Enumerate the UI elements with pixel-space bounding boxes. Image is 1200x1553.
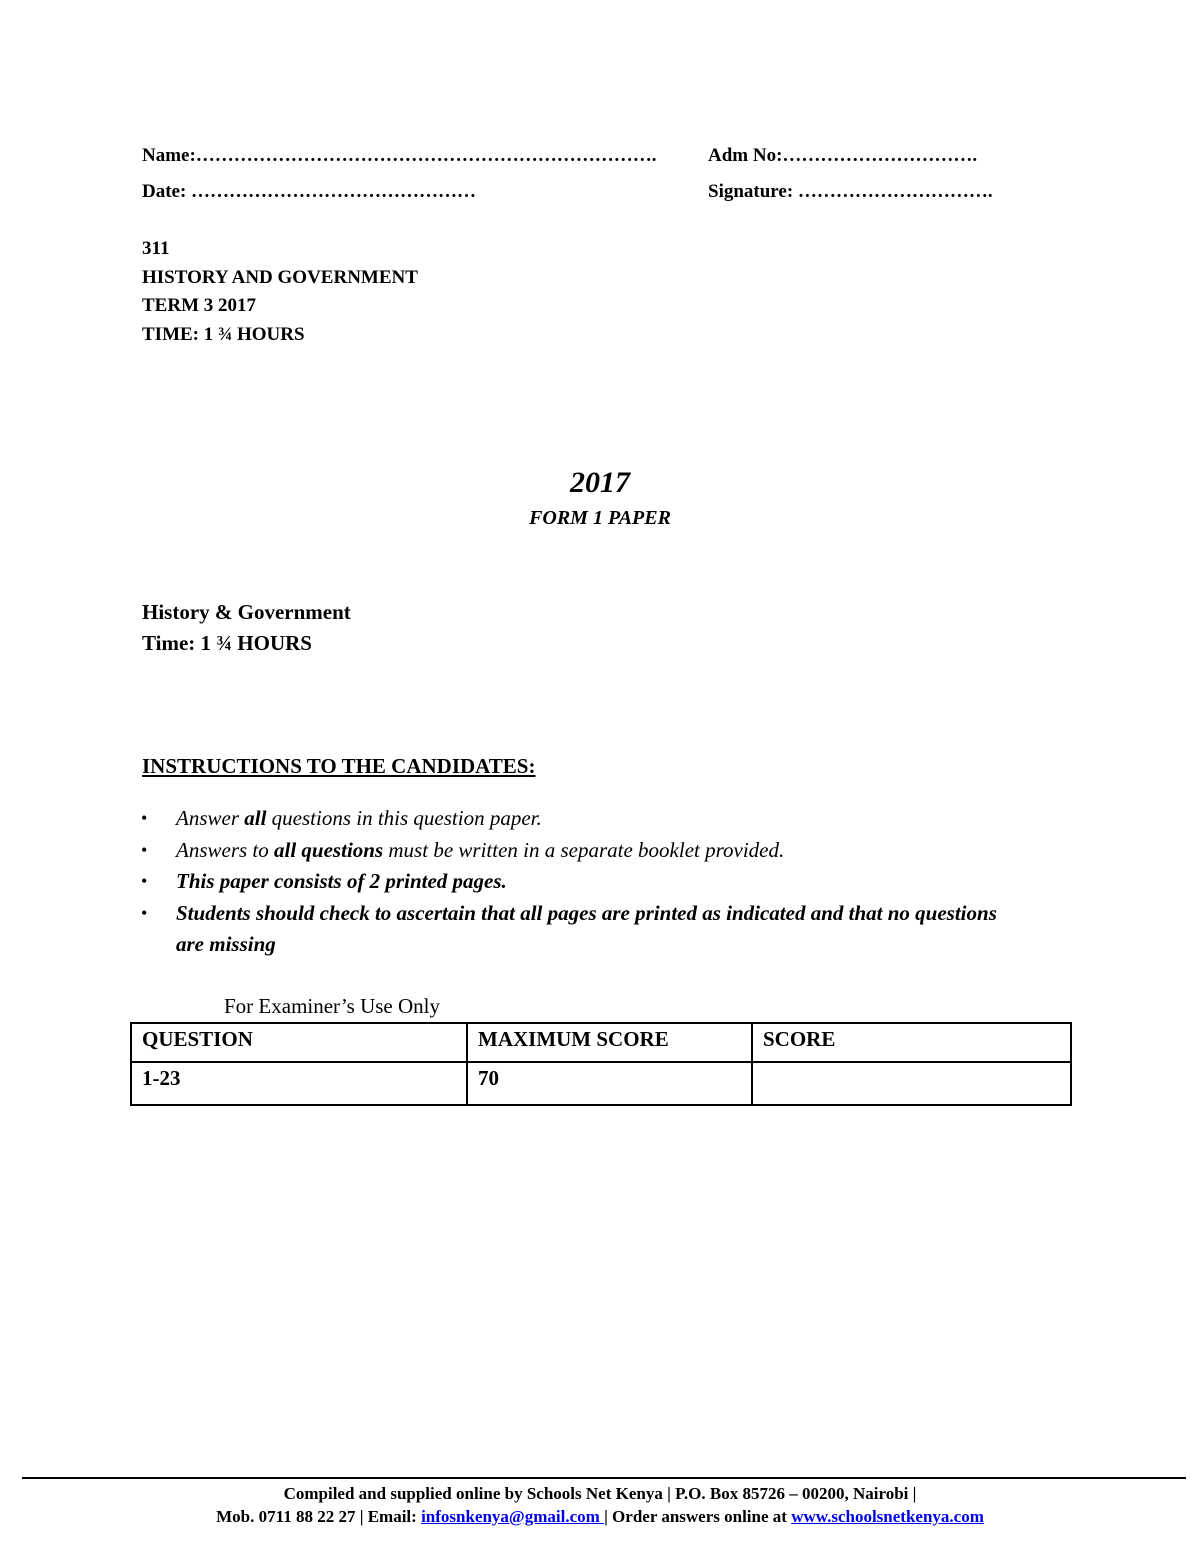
header-maximum-score: MAXIMUM SCORE	[467, 1023, 752, 1062]
subject-time: Time: 1 ¾ HOURS	[142, 631, 312, 655]
footer-order-text: | Order answers online at	[604, 1507, 792, 1526]
subject-block	[142, 597, 351, 659]
footer-website-link[interactable]: www.schoolsnetkenya.com	[791, 1507, 984, 1526]
paper-code: 311	[142, 238, 170, 259]
footer-mobile: Mob. 0711 88 22 27 | Email:	[216, 1507, 422, 1526]
instruction-item: • Answer all questions in this question paper.	[141, 803, 1021, 835]
adm-no-field: Adm No:………………………….	[708, 145, 978, 166]
paper-meta	[142, 235, 418, 349]
cell-question: 1-23	[131, 1062, 467, 1105]
score-table	[130, 1022, 1072, 1106]
cell-maximum-score: 70	[467, 1062, 752, 1105]
examiner-caption: For Examiner’s Use Only	[224, 994, 440, 1018]
paper-subject: HISTORY AND GOVERNMENT	[142, 266, 418, 288]
paper-term: TERM 3 2017	[142, 295, 256, 316]
instructions-list	[141, 803, 1021, 961]
name-field: Name:……………………………………………………………….	[142, 145, 657, 166]
table-header-row	[131, 1023, 1071, 1062]
paper-year: 2017	[570, 466, 630, 499]
subject-name: History & Government	[142, 600, 351, 624]
header-question: QUESTION	[131, 1023, 467, 1062]
signature-field: Signature: ………………………….	[708, 181, 993, 202]
instruction-item: • Answers to all questions must be written in a separate booklet provided.	[141, 835, 1021, 867]
instruction-item: • Students should check to ascertain that all pages are printed as indicated and that no questions are missing	[141, 898, 1021, 961]
instructions-heading: INSTRUCTIONS TO THE CANDIDATES:	[142, 754, 536, 778]
footer-rule	[22, 1477, 1186, 1479]
footer-email-link[interactable]: infosnkenya@gmail.com	[421, 1507, 605, 1526]
paper-title: FORM 1 PAPER	[529, 507, 671, 529]
header-score: SCORE	[752, 1023, 1071, 1062]
date-field: Date: ………………………………………	[142, 181, 477, 202]
cell-score[interactable]	[752, 1062, 1071, 1105]
paper-time: TIME: 1 ¾ HOURS	[142, 323, 305, 345]
instruction-item: • This paper consists of 2 printed pages.	[141, 866, 1021, 898]
footer-line-1: Compiled and supplied online by Schools Net Kenya | P.O. Box 85726 – 00200, Nairobi |	[283, 1484, 917, 1503]
footer-line-2	[0, 1507, 1200, 1527]
table-row	[131, 1062, 1071, 1105]
